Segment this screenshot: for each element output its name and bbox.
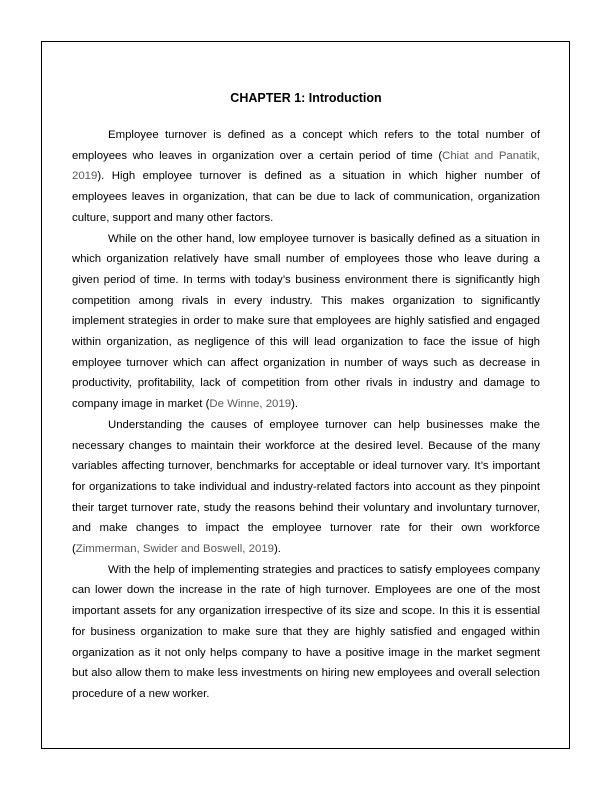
document-body bbox=[72, 88, 540, 705]
paragraph-text: Employee turnover is defined as a concept which refers to the total number of employees who leaves in organization over a certain period of time ( bbox=[72, 129, 540, 162]
citation-chiat-panatik: Chiat and Panatik, 2019 bbox=[72, 149, 540, 183]
paragraph-causes bbox=[72, 415, 540, 560]
paragraph-text: ). bbox=[273, 543, 281, 556]
chapter-title: CHAPTER 1: Introduction bbox=[230, 91, 382, 105]
paragraph-text: Understanding the causes of employee turnover can help businesses make the necessary changes to maintain their workforce at the desired level. Because of the many variables affecting turnover, benchmarks for acceptable or ideal turnover vary. It’s important for organizations to take individual and industry-related factors into account as they pinpoint their target turnover rate, study the reasons behind their voluntary and involuntary turnover, and make changes to impact the employee turnover rate for their own workforce ( bbox=[72, 418, 540, 556]
citation-zimmerman: Zimmerman, Swider and Boswell, 2019 bbox=[75, 543, 274, 556]
paragraph-strategies bbox=[72, 560, 540, 705]
paragraph-text: With the help of implementing strategies and practices to satisfy employees company can lower down the increase in the rate of high turnover. Employees are one of the most important assets for any organization irrespective of its size and scope. In this it is essential for business organization to make sure that they are highly satisfied and engaged within organization as it not only helps company to have a positive image in the market segment but also allow them to make less investments on hiring new employees and overall selection procedure of a new worker. bbox=[72, 563, 540, 700]
paragraph-text: While on the other hand, low employee turnover is basically defined as a situation in which organization relatively have small number of employees those who leave during a given period of time. In terms with today’s business environment there is significantly high competition among rivals in every industry. This makes organization to significantly implement strategies in order to make sure that employees are highly satisfied and engaged within organization, as negligence of this will lead organization to face the issue of high employee turnover which can affect organization in number of ways such as decrease in productivity, profitability, lack of competition from other rivals in industry and damage to company image in market ( bbox=[72, 232, 540, 411]
citation-de-winne: De Winne, 2019 bbox=[209, 398, 292, 411]
paragraph-text: ). bbox=[291, 398, 299, 411]
paragraph-low-turnover bbox=[72, 229, 540, 415]
paragraph-text: ). High employee turnover is defined as a situation in which higher number of employees leaves in organization, that can be due to lack of communication, organization culture, support and many other factors. bbox=[72, 170, 540, 224]
paragraph-definition bbox=[72, 125, 540, 229]
